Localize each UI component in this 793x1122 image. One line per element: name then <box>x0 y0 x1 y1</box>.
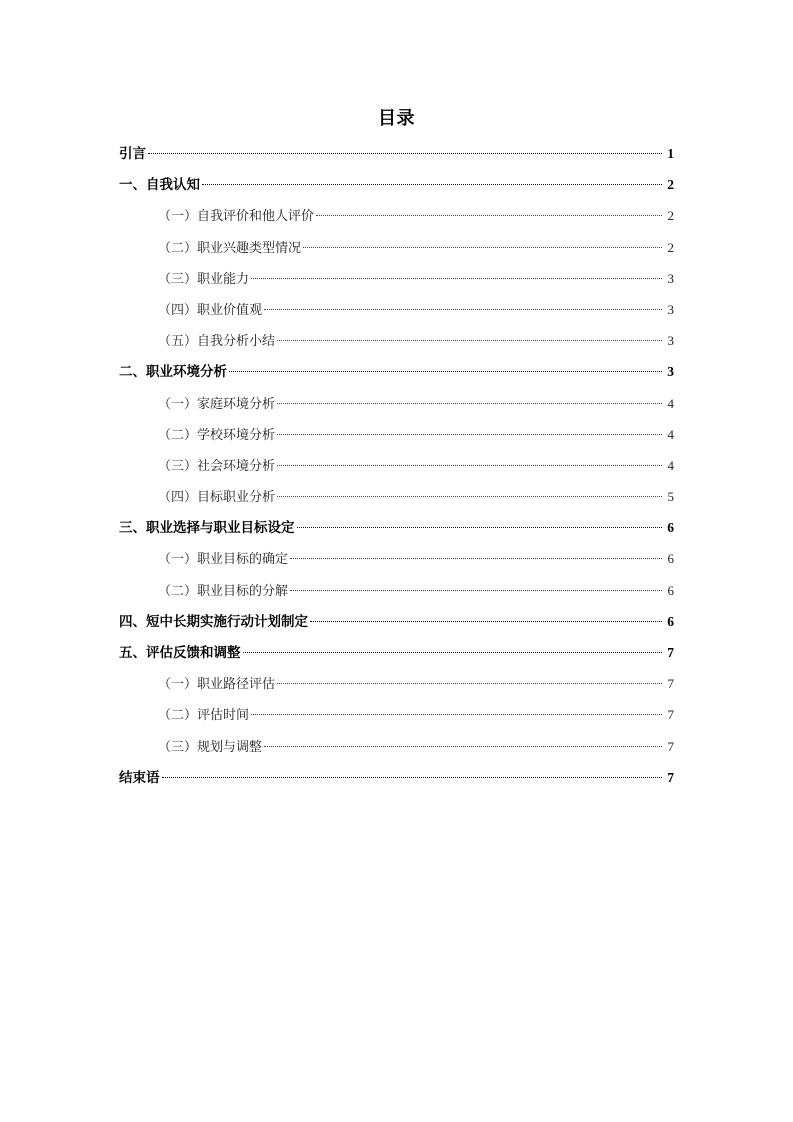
toc-dot-leader <box>290 590 662 591</box>
toc-page-number: 2 <box>667 239 674 255</box>
toc-entry-label: （三）职业能力 <box>158 271 250 287</box>
toc-entry[interactable] <box>119 454 674 485</box>
toc-entry[interactable] <box>119 672 674 703</box>
toc-entry-label: （三）规划与调整 <box>158 739 263 755</box>
table-of-contents <box>119 142 674 797</box>
toc-page-number: 7 <box>667 738 674 754</box>
toc-entry-label: （一）职业路径评估 <box>158 677 276 693</box>
toc-entry[interactable] <box>119 516 674 547</box>
toc-page-number: 4 <box>667 395 674 411</box>
toc-entry-label: （一）自我评价和他人评价 <box>158 209 315 225</box>
toc-entry-label: 五、评估反馈和调整 <box>119 645 241 661</box>
toc-entry-label: 三、职业选择与职业目标设定 <box>119 520 295 537</box>
toc-page-number: 6 <box>667 551 674 567</box>
toc-dot-leader <box>229 371 662 372</box>
toc-entry[interactable] <box>119 298 674 329</box>
toc-entry[interactable] <box>119 142 674 173</box>
toc-entry-label: （四）职业价值观 <box>158 302 263 318</box>
toc-entry[interactable] <box>119 579 674 610</box>
toc-dot-leader <box>277 340 662 341</box>
toc-title: 目录 <box>378 108 415 129</box>
toc-dot-leader <box>251 278 662 279</box>
toc-page-number: 6 <box>667 582 674 598</box>
toc-entry-label: （五）自我分析小结 <box>158 334 276 350</box>
toc-page-number: 2 <box>667 208 674 224</box>
toc-dot-leader <box>277 403 662 404</box>
toc-entry[interactable] <box>119 329 674 360</box>
toc-entry[interactable] <box>119 236 674 267</box>
toc-entry-label: 一、自我认知 <box>119 177 200 194</box>
toc-page-number: 6 <box>667 613 674 629</box>
toc-entry-label: （四）目标职业分析 <box>158 490 276 506</box>
toc-entry-label: （一）家庭环境分析 <box>158 396 276 412</box>
toc-entry-label: （二）评估时间 <box>158 708 250 724</box>
toc-dot-leader <box>162 777 663 778</box>
toc-dot-leader <box>148 153 662 154</box>
toc-entry[interactable] <box>119 267 674 298</box>
toc-page-number: 7 <box>667 645 674 660</box>
toc-dot-leader <box>251 714 662 715</box>
toc-entry[interactable] <box>119 547 674 578</box>
toc-entry[interactable] <box>119 641 674 672</box>
toc-dot-leader <box>277 465 662 466</box>
toc-entry[interactable] <box>119 766 674 797</box>
toc-entry[interactable] <box>119 703 674 734</box>
toc-page-number: 6 <box>667 520 674 536</box>
toc-page-number: 7 <box>667 769 674 785</box>
toc-dot-leader <box>297 527 663 528</box>
toc-entry-label: （二）职业目标的分解 <box>158 583 289 599</box>
toc-dot-leader <box>277 496 662 497</box>
toc-dot-leader <box>290 558 662 559</box>
toc-dot-leader <box>243 652 663 653</box>
toc-entry-label: （一）职业目标的确定 <box>158 552 289 568</box>
toc-entry-label: 四、短中长期实施行动计划制定 <box>119 613 308 630</box>
toc-page-number: 3 <box>667 270 674 286</box>
toc-entry[interactable] <box>119 392 674 423</box>
toc-page-number: 2 <box>667 177 674 193</box>
toc-dot-leader <box>277 434 662 435</box>
toc-page-number: 1 <box>667 146 674 161</box>
toc-entry-label: （三）社会环境分析 <box>158 458 276 474</box>
toc-dot-leader <box>202 184 662 185</box>
toc-dot-leader <box>310 621 662 622</box>
toc-page-number: 7 <box>667 676 674 692</box>
toc-dot-leader <box>277 683 662 684</box>
toc-entry[interactable] <box>119 485 674 516</box>
toc-dot-leader <box>303 247 662 248</box>
toc-entry[interactable] <box>119 735 674 766</box>
toc-entry[interactable] <box>119 204 674 235</box>
toc-page-number: 3 <box>667 364 674 380</box>
toc-page-number: 4 <box>667 426 674 442</box>
toc-page-number: 3 <box>667 333 674 349</box>
toc-page-number: 4 <box>667 457 674 473</box>
toc-page-number: 7 <box>667 707 674 723</box>
toc-entry-label: （二）学校环境分析 <box>158 427 276 443</box>
toc-dot-leader <box>264 309 662 310</box>
toc-entry[interactable] <box>119 360 674 391</box>
toc-dot-leader <box>316 215 662 216</box>
toc-entry[interactable] <box>119 173 674 204</box>
toc-entry[interactable] <box>119 610 674 641</box>
toc-entry-label: 引言 <box>119 146 146 162</box>
toc-entry[interactable] <box>119 423 674 454</box>
toc-dot-leader <box>264 746 662 747</box>
toc-page-number: 3 <box>667 301 674 317</box>
toc-entry-label: 二、职业环境分析 <box>119 364 227 381</box>
toc-entry-label: （二）职业兴趣类型情况 <box>158 240 302 256</box>
toc-page-number: 5 <box>667 489 674 505</box>
toc-entry-label: 结束语 <box>119 769 160 786</box>
